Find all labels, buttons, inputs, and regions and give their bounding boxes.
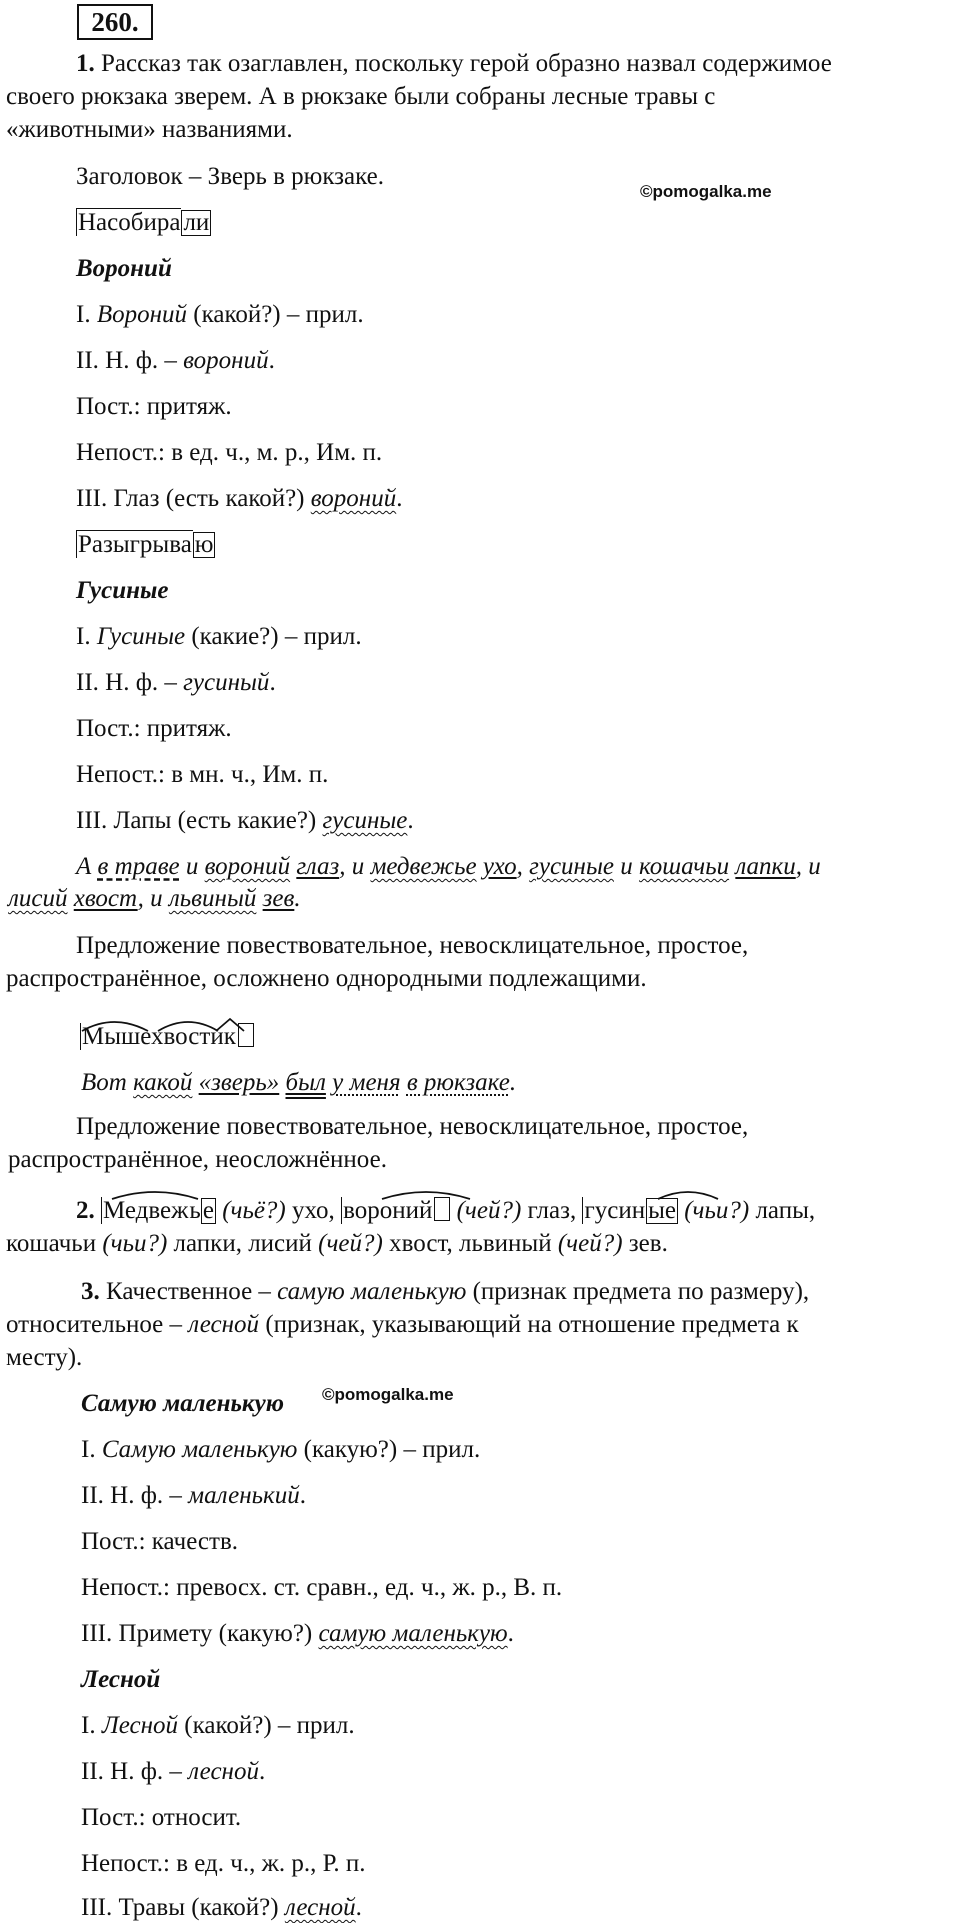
p1-number: 1. bbox=[76, 50, 95, 77]
p2-w1-ending: е bbox=[202, 1197, 214, 1224]
parse2-l1-pre: I. bbox=[76, 623, 97, 650]
s2-vot: Вот bbox=[81, 1069, 134, 1096]
s1-i1: и bbox=[179, 853, 205, 880]
p2-q6: (чей?) bbox=[557, 1230, 623, 1257]
parse2-l1 bbox=[76, 622, 362, 652]
desc2-line1: Предложение повествовательное, невосклицательное, простое, bbox=[76, 1113, 749, 1140]
parse2-l2-pre: II. Н. ф. – bbox=[76, 669, 184, 696]
s1-ukho: ухо bbox=[482, 853, 517, 880]
p2-q4: (чьи?) bbox=[102, 1230, 168, 1257]
desc1-line2: распространённое, осложнено однородными подлежащими. bbox=[6, 965, 647, 992]
parse1-l2-pre: II. Н. ф. – bbox=[76, 347, 184, 374]
p2-w2: вороний bbox=[343, 1197, 433, 1224]
parse4-l2-post: . bbox=[258, 1758, 266, 1785]
parse4-l3: Пост.: относит. bbox=[81, 1804, 242, 1831]
s1-c1: , и bbox=[339, 853, 371, 880]
p1-line1 bbox=[76, 49, 832, 79]
s1-a: А bbox=[76, 853, 98, 880]
s1-lvinyy: львиный bbox=[168, 885, 257, 912]
watermark: ©pomogalka.me bbox=[640, 182, 772, 201]
p2-number: 2. bbox=[76, 1197, 95, 1224]
s1-i2: и bbox=[614, 853, 639, 880]
parse3-l1-pre: I. bbox=[81, 1436, 102, 1463]
p1-text: Рассказ так озаглавлен, поскольку герой образно назвал содержимое bbox=[94, 50, 832, 77]
p2-q3: (чьи?) bbox=[677, 1197, 750, 1224]
parse1-l3: Пост.: притяж. bbox=[76, 393, 232, 420]
watermark-2: ©pomogalka.me bbox=[322, 1385, 454, 1404]
parse3-l5-pre: III. Примету (какую?) bbox=[81, 1620, 319, 1647]
word2-morph bbox=[76, 530, 215, 560]
parse2-l5-word: гусиные bbox=[322, 807, 408, 834]
parse3-l5-word: самую маленькую bbox=[318, 1620, 508, 1647]
s1-lapki: лапки bbox=[735, 853, 796, 880]
p3-l2-a: относительное – bbox=[6, 1311, 189, 1338]
p2-q5: (чей?) bbox=[318, 1230, 383, 1257]
parse2-l1-post: (какие?) – прил. bbox=[185, 623, 362, 650]
parse3-l1-word: Самую маленькую bbox=[101, 1436, 298, 1463]
s1-c2: , bbox=[516, 853, 530, 880]
parse4-l2-word: лесной bbox=[188, 1758, 259, 1785]
s1-koshachi: кошачьи bbox=[639, 853, 730, 880]
p2-q1: (чьё?) bbox=[215, 1197, 286, 1224]
parse4-l2-pre: II. Н. ф. – bbox=[81, 1758, 189, 1785]
word3-morph bbox=[80, 1022, 254, 1052]
s1-lisiy: лисий bbox=[8, 885, 68, 912]
parse3-l2-post: . bbox=[299, 1482, 306, 1509]
p3-l1-word: самую маленькую bbox=[277, 1278, 467, 1305]
p3-line3: месту). bbox=[6, 1344, 83, 1371]
parse1-l1-pre: I. bbox=[76, 301, 97, 328]
p2-t1: ухо, bbox=[285, 1197, 342, 1224]
parse4-l5-word: лесной bbox=[284, 1894, 356, 1921]
parse2-l3: Пост.: притяж. bbox=[76, 715, 232, 742]
word2-ending: ю bbox=[194, 531, 214, 558]
word3-null-ending bbox=[238, 1023, 254, 1047]
p2-line1 bbox=[76, 1196, 815, 1226]
p2-t3: лапы, bbox=[749, 1197, 816, 1224]
parse1-l5-post: . bbox=[396, 485, 403, 512]
parse1-l2-post: . bbox=[268, 347, 275, 374]
parse2-l5-post: . bbox=[407, 807, 414, 834]
p3-line2 bbox=[6, 1310, 799, 1340]
word2-stem: Разыгрыва bbox=[78, 531, 192, 558]
word3-text: Мышехвостик bbox=[82, 1023, 236, 1050]
parse1-l5-pre: III. Глаз (есть какой?) bbox=[76, 485, 311, 512]
parse4-l1 bbox=[81, 1711, 355, 1741]
word1-stem: Насобира bbox=[78, 209, 181, 236]
p2-q2: (чей?) bbox=[450, 1197, 522, 1224]
parse3-l1 bbox=[81, 1435, 480, 1465]
desc2-line2: распространённое, неосложнённое. bbox=[8, 1146, 387, 1173]
parse1-l5 bbox=[76, 484, 402, 514]
p1-line2: своего рюкзака зверем. А в рюкзаке были собраны лесные травы с bbox=[6, 83, 716, 110]
parse4-l4: Непост.: в ед. ч., ж. р., Р. п. bbox=[81, 1850, 366, 1877]
parse3-l2-word: маленький bbox=[188, 1482, 300, 1509]
p2-w1-suffix: ь bbox=[189, 1197, 201, 1224]
parse4-l5 bbox=[81, 1893, 362, 1923]
s1-end: . bbox=[294, 885, 301, 912]
parse2-l2-word: гусиный bbox=[183, 669, 270, 696]
p3-l2-b: (признак, указывающий на отношение предмета к bbox=[259, 1311, 799, 1338]
p2-t2: глаз, bbox=[521, 1197, 583, 1224]
s2-zver: «зверь» bbox=[198, 1069, 280, 1096]
exercise-number: 260. bbox=[77, 4, 153, 40]
parse3-l5 bbox=[81, 1619, 514, 1649]
sentence1-line2 bbox=[8, 884, 301, 914]
parse4-l5-pre: III. Травы (какой?) bbox=[81, 1894, 285, 1921]
parse3-l3: Пост.: качеств. bbox=[81, 1528, 238, 1555]
parse2-l5 bbox=[76, 806, 414, 836]
parse1-l1 bbox=[76, 300, 364, 330]
p2-w1-root: Медвеж bbox=[103, 1197, 189, 1224]
parse2-l2-post: . bbox=[269, 669, 276, 696]
title-line: Заголовок – Зверь в рюкзаке. bbox=[76, 163, 384, 190]
word1-morph bbox=[76, 208, 211, 238]
s2-kakoy: какой bbox=[133, 1069, 193, 1096]
parse2-l5-pre: III. Лапы (есть какие?) bbox=[76, 807, 323, 834]
s1-c3: , и bbox=[795, 853, 821, 880]
parse1-l2-word: вороний bbox=[183, 347, 269, 374]
p2-l2-a: кошачьи bbox=[6, 1230, 103, 1257]
word1-ending: ли bbox=[183, 209, 210, 236]
parse3-l4: Непост.: превосх. ст. сравн., ед. ч., ж. р., В. п. bbox=[81, 1574, 563, 1601]
p3-l1-b: (признак предмета по размеру), bbox=[466, 1278, 810, 1305]
s1-khvost: хвост bbox=[73, 885, 138, 912]
p2-l2-c: хвост, львиный bbox=[382, 1230, 558, 1257]
parse4-l1-word: Лесной bbox=[101, 1712, 179, 1739]
parse2-l4: Непост.: в мн. ч., Им. п. bbox=[76, 761, 329, 788]
sentence1-line1 bbox=[76, 852, 821, 882]
parse3-l1-post: (какую?) – прил. bbox=[297, 1436, 481, 1463]
s1-c4: , и bbox=[137, 885, 169, 912]
parse4-l1-pre: I. bbox=[81, 1712, 102, 1739]
s1-glaz: глаз bbox=[296, 853, 340, 880]
parse1-l4: Непост.: в ед. ч., м. р., Им. п. bbox=[76, 439, 383, 466]
s2-byl: был bbox=[285, 1069, 326, 1096]
s2-v-ryukzake: в рюкзаке bbox=[406, 1069, 510, 1096]
p2-line2 bbox=[6, 1229, 668, 1259]
p1-line3: «животными» названиями. bbox=[6, 116, 293, 143]
p2-l2-b: лапки, лисий bbox=[167, 1230, 319, 1257]
parse4-heading: Лесной bbox=[81, 1666, 161, 1693]
s1-gusinye: гусиные bbox=[529, 853, 614, 880]
parse1-l5-word: вороний bbox=[310, 485, 397, 512]
s1-voroniy: вороний bbox=[204, 853, 291, 880]
p3-l2-word: лесной bbox=[188, 1311, 260, 1338]
parse3-l2 bbox=[81, 1481, 306, 1511]
parse4-l2 bbox=[81, 1757, 265, 1787]
parse1-l2 bbox=[76, 346, 275, 376]
desc1-line1: Предложение повествовательное, невосклицательное, простое, bbox=[76, 932, 749, 959]
sentence2 bbox=[81, 1068, 516, 1098]
s1-zev: зев bbox=[262, 885, 295, 912]
parse3-l2-pre: II. Н. ф. – bbox=[81, 1482, 189, 1509]
parse3-l5-post: . bbox=[507, 1620, 514, 1647]
parse2-l1-word: Гусиные bbox=[96, 623, 186, 650]
p2-w2-null-ending bbox=[434, 1197, 450, 1221]
s1-medvezhye: медвежье bbox=[370, 853, 477, 880]
parse2-heading: Гусиные bbox=[76, 577, 169, 604]
p3-line1 bbox=[81, 1277, 809, 1307]
s2-u-menya: у меня bbox=[332, 1069, 401, 1096]
p2-w3-ending: ые bbox=[648, 1197, 676, 1224]
parse1-l1-word: Вороний bbox=[96, 301, 188, 328]
parse4-l5-post: . bbox=[355, 1894, 362, 1921]
p2-l2-d: зев. bbox=[622, 1230, 668, 1257]
p2-w3-root: гусин bbox=[584, 1197, 646, 1224]
p3-number: 3. bbox=[81, 1278, 100, 1305]
parse1-heading: Вороний bbox=[76, 255, 172, 282]
parse1-l1-post: (какой?) – прил. bbox=[187, 301, 364, 328]
p3-l1-a: Качественное – bbox=[99, 1278, 278, 1305]
s2-end: . bbox=[509, 1069, 517, 1096]
parse4-l1-post: (какой?) – прил. bbox=[178, 1712, 355, 1739]
s1-v-trave: в траве bbox=[97, 853, 180, 880]
parse2-l2 bbox=[76, 668, 276, 698]
parse3-heading: Самую маленькую bbox=[81, 1390, 284, 1417]
